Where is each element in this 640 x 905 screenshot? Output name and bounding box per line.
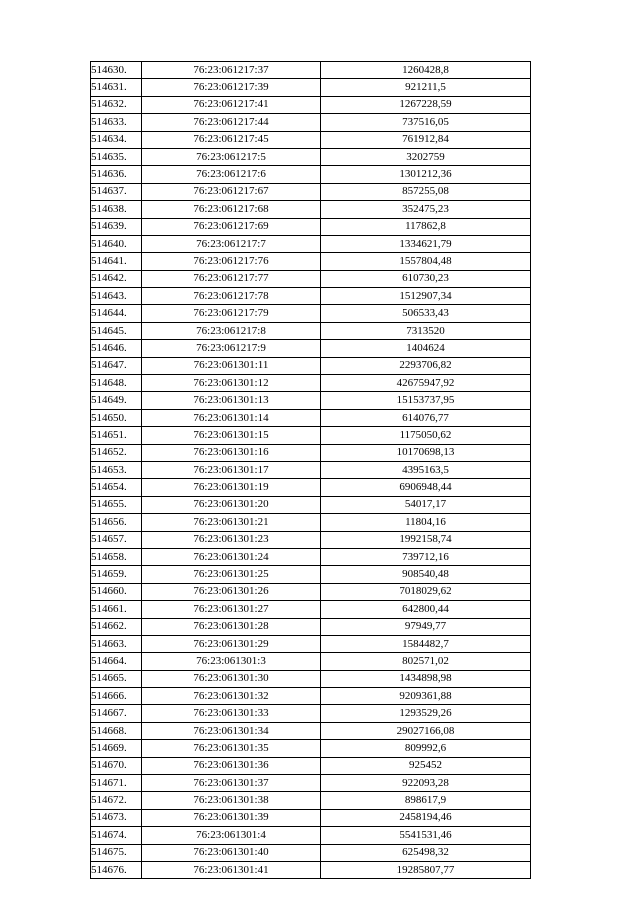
row-number-cell: 514673.: [91, 809, 142, 826]
cadastral-number-cell: 76:23:061217:69: [142, 218, 321, 235]
cadastral-number-cell: 76:23:061217:78: [142, 288, 321, 305]
row-number-cell: 514647.: [91, 357, 142, 374]
cadastral-number-cell: 76:23:061301:40: [142, 844, 321, 861]
table-row: [91, 688, 531, 705]
cadastral-value-cell: 7018029,62: [321, 583, 531, 600]
table-row: [91, 548, 531, 565]
table-row: [91, 653, 531, 670]
table-row: [91, 479, 531, 496]
table-row: [91, 79, 531, 96]
cadastral-value-cell: 97949,77: [321, 618, 531, 635]
row-number-cell: 514630.: [91, 62, 142, 79]
cadastral-value-cell: 642800,44: [321, 601, 531, 618]
table-row: [91, 114, 531, 131]
cadastral-value-cell: 9209361,88: [321, 688, 531, 705]
table-row: [91, 861, 531, 878]
cadastral-value-cell: 1992158,74: [321, 531, 531, 548]
cadastral-value-cell: 54017,17: [321, 496, 531, 513]
cadastral-value-cell: 761912,84: [321, 131, 531, 148]
table-row: [91, 288, 531, 305]
cadastral-value-cell: 42675947,92: [321, 375, 531, 392]
row-number-cell: 514645.: [91, 322, 142, 339]
row-number-cell: 514667.: [91, 705, 142, 722]
cadastral-value-cell: 610730,23: [321, 270, 531, 287]
cadastral-value-cell: 1260428,8: [321, 62, 531, 79]
cadastral-value-cell: 4395163,5: [321, 461, 531, 478]
row-number-cell: 514663.: [91, 635, 142, 652]
table-row: [91, 514, 531, 531]
row-number-cell: 514643.: [91, 288, 142, 305]
row-number-cell: 514658.: [91, 548, 142, 565]
cadastral-number-cell: 76:23:061301:19: [142, 479, 321, 496]
table-row: [91, 601, 531, 618]
cadastral-number-cell: 76:23:061301:4: [142, 827, 321, 844]
row-number-cell: 514631.: [91, 79, 142, 96]
table-row: [91, 166, 531, 183]
cadastral-value-cell: 922093,28: [321, 775, 531, 792]
row-number-cell: 514640.: [91, 235, 142, 252]
cadastral-value-cell: 625498,32: [321, 844, 531, 861]
row-number-cell: 514656.: [91, 514, 142, 531]
cadastral-value-cell: 857255,08: [321, 183, 531, 200]
row-number-cell: 514650.: [91, 409, 142, 426]
cadastral-value-cell: 1334621,79: [321, 235, 531, 252]
table-row: [91, 183, 531, 200]
cadastral-number-cell: 76:23:061301:33: [142, 705, 321, 722]
cadastral-number-cell: 76:23:061301:25: [142, 566, 321, 583]
cadastral-value-cell: 1293529,26: [321, 705, 531, 722]
cadastral-number-cell: 76:23:061301:3: [142, 653, 321, 670]
row-number-cell: 514651.: [91, 427, 142, 444]
cadastral-value-cell: 1267228,59: [321, 96, 531, 113]
row-number-cell: 514657.: [91, 531, 142, 548]
cadastral-value-cell: 1557804,48: [321, 253, 531, 270]
cadastral-value-cell: 1512907,34: [321, 288, 531, 305]
table-row: [91, 827, 531, 844]
table-row: [91, 583, 531, 600]
table-row: [91, 775, 531, 792]
row-number-cell: 514638.: [91, 201, 142, 218]
row-number-cell: 514635.: [91, 148, 142, 165]
cadastral-value-table: [90, 61, 531, 879]
row-number-cell: 514652.: [91, 444, 142, 461]
table-row: [91, 757, 531, 774]
table-row: [91, 357, 531, 374]
table-row: [91, 375, 531, 392]
cadastral-value-cell: 11804,16: [321, 514, 531, 531]
cadastral-number-cell: 76:23:061217:79: [142, 305, 321, 322]
table-row: [91, 496, 531, 513]
table-row: [91, 444, 531, 461]
cadastral-value-cell: 1404624: [321, 340, 531, 357]
cadastral-value-cell: 1584482,7: [321, 635, 531, 652]
table-row: [91, 531, 531, 548]
cadastral-number-cell: 76:23:061217:77: [142, 270, 321, 287]
cadastral-value-cell: 925452: [321, 757, 531, 774]
table-row: [91, 201, 531, 218]
cadastral-number-cell: 76:23:061217:76: [142, 253, 321, 270]
table-row: [91, 618, 531, 635]
cadastral-number-cell: 76:23:061217:45: [142, 131, 321, 148]
row-number-cell: 514642.: [91, 270, 142, 287]
row-number-cell: 514675.: [91, 844, 142, 861]
cadastral-number-cell: 76:23:061301:21: [142, 514, 321, 531]
cadastral-number-cell: 76:23:061301:38: [142, 792, 321, 809]
cadastral-number-cell: 76:23:061217:37: [142, 62, 321, 79]
cadastral-number-cell: 76:23:061301:17: [142, 461, 321, 478]
table-row: [91, 218, 531, 235]
row-number-cell: 514649.: [91, 392, 142, 409]
cadastral-number-cell: 76:23:061217:44: [142, 114, 321, 131]
cadastral-value-cell: 737516,05: [321, 114, 531, 131]
cadastral-number-cell: 76:23:061301:15: [142, 427, 321, 444]
table-row: [91, 635, 531, 652]
cadastral-number-cell: 76:23:061217:6: [142, 166, 321, 183]
cadastral-value-cell: 2293706,82: [321, 357, 531, 374]
cadastral-number-cell: 76:23:061301:12: [142, 375, 321, 392]
row-number-cell: 514676.: [91, 861, 142, 878]
cadastral-number-cell: 76:23:061301:32: [142, 688, 321, 705]
cadastral-value-cell: 809992,6: [321, 740, 531, 757]
table-row: [91, 740, 531, 757]
table-row: [91, 461, 531, 478]
table-row: [91, 148, 531, 165]
row-number-cell: 514633.: [91, 114, 142, 131]
cadastral-value-cell: 802571,02: [321, 653, 531, 670]
cadastral-number-cell: 76:23:061217:39: [142, 79, 321, 96]
cadastral-number-cell: 76:23:061301:41: [142, 861, 321, 878]
row-number-cell: 514661.: [91, 601, 142, 618]
cadastral-value-cell: 506533,43: [321, 305, 531, 322]
row-number-cell: 514632.: [91, 96, 142, 113]
cadastral-number-cell: 76:23:061301:39: [142, 809, 321, 826]
cadastral-number-cell: 76:23:061301:14: [142, 409, 321, 426]
row-number-cell: 514641.: [91, 253, 142, 270]
cadastral-value-cell: 1434898,98: [321, 670, 531, 687]
cadastral-number-cell: 76:23:061301:24: [142, 548, 321, 565]
table-row: [91, 670, 531, 687]
table-body: [91, 62, 531, 879]
cadastral-value-cell: 6906948,44: [321, 479, 531, 496]
row-number-cell: 514639.: [91, 218, 142, 235]
cadastral-number-cell: 76:23:061301:16: [142, 444, 321, 461]
cadastral-number-cell: 76:23:061301:35: [142, 740, 321, 757]
table-row: [91, 409, 531, 426]
table-row: [91, 566, 531, 583]
cadastral-number-cell: 76:23:061301:28: [142, 618, 321, 635]
row-number-cell: 514636.: [91, 166, 142, 183]
table-row: [91, 427, 531, 444]
cadastral-number-cell: 76:23:061301:36: [142, 757, 321, 774]
row-number-cell: 514669.: [91, 740, 142, 757]
table-row: [91, 270, 531, 287]
table-row: [91, 235, 531, 252]
row-number-cell: 514668.: [91, 722, 142, 739]
cadastral-number-cell: 76:23:061217:7: [142, 235, 321, 252]
cadastral-value-cell: 898617,9: [321, 792, 531, 809]
row-number-cell: 514660.: [91, 583, 142, 600]
table-row: [91, 809, 531, 826]
row-number-cell: 514646.: [91, 340, 142, 357]
row-number-cell: 514644.: [91, 305, 142, 322]
cadastral-value-cell: 2458194,46: [321, 809, 531, 826]
row-number-cell: 514634.: [91, 131, 142, 148]
table-row: [91, 62, 531, 79]
cadastral-value-cell: 29027166,08: [321, 722, 531, 739]
cadastral-number-cell: 76:23:061217:9: [142, 340, 321, 357]
row-number-cell: 514674.: [91, 827, 142, 844]
row-number-cell: 514653.: [91, 461, 142, 478]
table-row: [91, 722, 531, 739]
row-number-cell: 514655.: [91, 496, 142, 513]
cadastral-number-cell: 76:23:061301:29: [142, 635, 321, 652]
cadastral-number-cell: 76:23:061301:30: [142, 670, 321, 687]
row-number-cell: 514672.: [91, 792, 142, 809]
cadastral-number-cell: 76:23:061301:13: [142, 392, 321, 409]
cadastral-value-cell: 739712,16: [321, 548, 531, 565]
row-number-cell: 514664.: [91, 653, 142, 670]
row-number-cell: 514662.: [91, 618, 142, 635]
cadastral-value-cell: 15153737,95: [321, 392, 531, 409]
cadastral-value-cell: 614076,77: [321, 409, 531, 426]
row-number-cell: 514654.: [91, 479, 142, 496]
cadastral-number-cell: 76:23:061301:27: [142, 601, 321, 618]
row-number-cell: 514666.: [91, 688, 142, 705]
row-number-cell: 514648.: [91, 375, 142, 392]
cadastral-value-cell: 10170698,13: [321, 444, 531, 461]
cadastral-value-cell: 921211,5: [321, 79, 531, 96]
cadastral-value-cell: 908540,48: [321, 566, 531, 583]
cadastral-value-cell: 5541531,46: [321, 827, 531, 844]
table-row: [91, 131, 531, 148]
table-row: [91, 322, 531, 339]
cadastral-number-cell: 76:23:061217:41: [142, 96, 321, 113]
cadastral-number-cell: 76:23:061301:20: [142, 496, 321, 513]
row-number-cell: 514637.: [91, 183, 142, 200]
cadastral-number-cell: 76:23:061301:26: [142, 583, 321, 600]
row-number-cell: 514671.: [91, 775, 142, 792]
cadastral-value-cell: 1175050,62: [321, 427, 531, 444]
row-number-cell: 514665.: [91, 670, 142, 687]
cadastral-number-cell: 76:23:061217:68: [142, 201, 321, 218]
cadastral-number-cell: 76:23:061301:37: [142, 775, 321, 792]
cadastral-number-cell: 76:23:061301:23: [142, 531, 321, 548]
table-row: [91, 392, 531, 409]
table-row: [91, 340, 531, 357]
table-row: [91, 844, 531, 861]
row-number-cell: 514670.: [91, 757, 142, 774]
table-row: [91, 305, 531, 322]
row-number-cell: 514659.: [91, 566, 142, 583]
cadastral-value-cell: 3202759: [321, 148, 531, 165]
cadastral-value-cell: 19285807,77: [321, 861, 531, 878]
cadastral-number-cell: 76:23:061301:34: [142, 722, 321, 739]
cadastral-number-cell: 76:23:061301:11: [142, 357, 321, 374]
cadastral-value-cell: 117862,8: [321, 218, 531, 235]
cadastral-value-cell: 1301212,36: [321, 166, 531, 183]
table-row: [91, 792, 531, 809]
cadastral-number-cell: 76:23:061217:5: [142, 148, 321, 165]
cadastral-value-cell: 7313520: [321, 322, 531, 339]
table-row: [91, 96, 531, 113]
cadastral-number-cell: 76:23:061217:67: [142, 183, 321, 200]
table-row: [91, 705, 531, 722]
cadastral-value-cell: 352475,23: [321, 201, 531, 218]
cadastral-number-cell: 76:23:061217:8: [142, 322, 321, 339]
table-row: [91, 253, 531, 270]
